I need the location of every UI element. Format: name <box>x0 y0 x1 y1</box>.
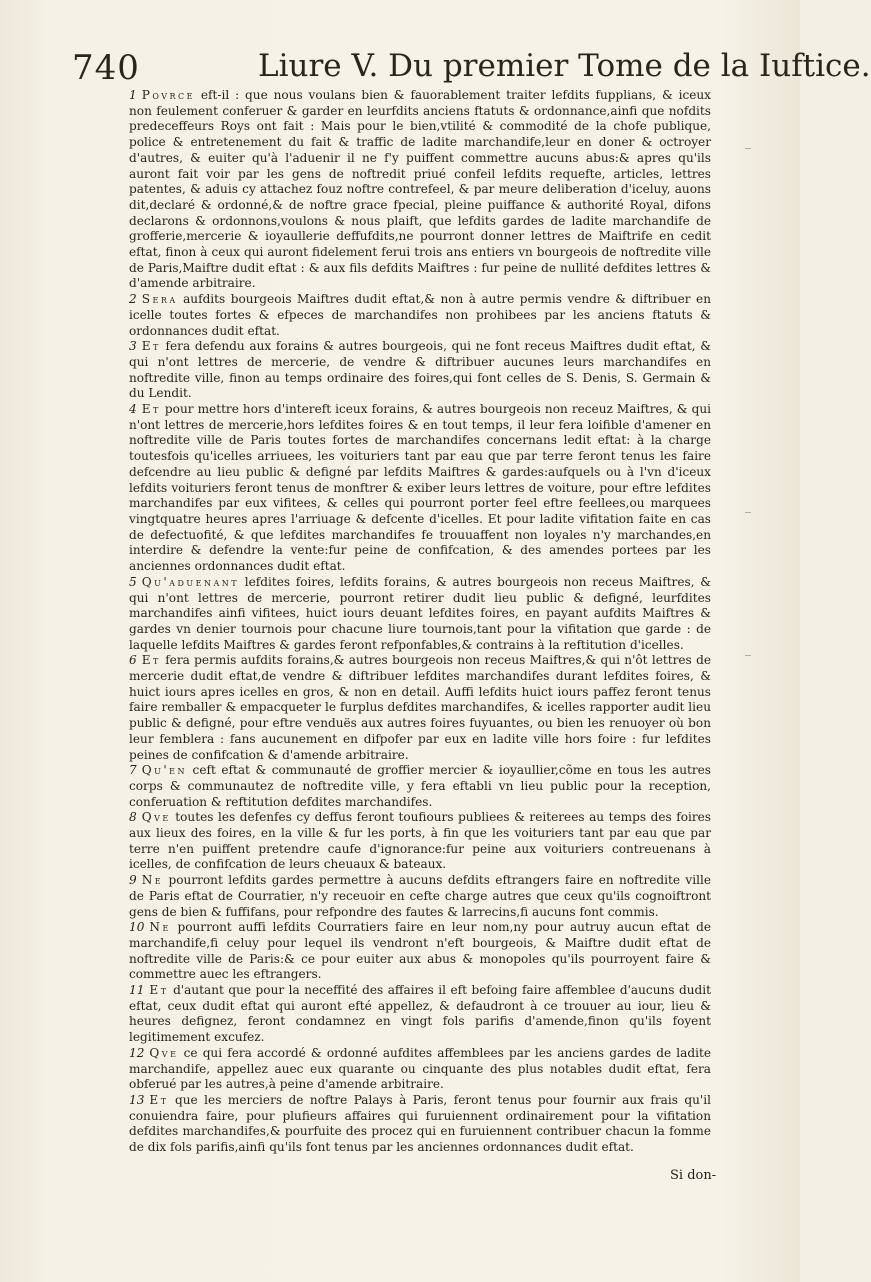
article-paragraph <box>129 292 711 339</box>
article-text: pour mettre hors d'intereft iceux forains, & autres bourgeois non receuz Maiftres, & qui n'ont lettres de mercerie,hors lefdites foires & en tout temps, il leur fera loifible d'amener en noftredite ville de Paris toutes fortes de marchandifes concernans ledit eftat: à la charge toutesfois qu'icelles arriuees, les voituriers tant par eau que par terre feront tenus les faire defcendre au lieu public & defigné par lefdits Maiftres & gardes:aufquels ou à l'vn d'iceux lefdits voituriers feront tenus de monftrer & exiber leurs lettres de voiture, pour eftre lefdites marchandifes par eux vifitees, & celles qui pourront porter feel eftre feellees,ou marquees vingtquatre heures apres l'arriuage & defcente d'icelles. Et pour ladite vifitation faite en cas de defectuofité, & que lefdites marchandifes fe trouuaffent non loyales n'y marchandes,en interdire & defendre la vente:fur peine de confifcation, & des amendes portees par les anciennes ordonnances dudit eftat. <box>129 402 711 574</box>
article-lead-word: Qve <box>141 810 171 825</box>
article-paragraph <box>129 810 711 873</box>
article-text: lefdites foires, lefdits forains, & autres bourgeois non receus Maiftres, & qui n'ont lettres de mercerie, pourront retirer dudit lieu public & defigné, leurfdites marchandifes ainfi vifitees, huict iours deuant lefdites foires, en payant aufdits Maiftres & gardes vn denier tournois pour chacune liure tournois,tant pour la vifitation que garde : de laquelle lefdits Maiftres & gardes feront refponfables,& contrains à la reftitution d'icelles. <box>129 574 711 652</box>
article-lead-word: Ne <box>149 920 171 935</box>
article-text: fera permis aufdits forains,& autres bourgeois non receus Maiftres,& qui n'ôt lettres de mercerie dudit eftat,de vendre & diftribuer lefdites marchandifes durant lefdites foires, & huict iours apres icelles en gros, & non en detail. Auffi lefdits huict iours paffez feront tenus faire remballer & empacqueter le furplus defdites marchandifes, & icelles rapporter audit lieu public & defigné, pour eftre venduës aux autres foires fuyuantes, ou bien les renuoyer où bon leur femblera : fans aucunement en difpofer par eux en ladite ville hors foire : fur lefdites peines de confifcation & d'amende arbitraire. <box>129 653 711 762</box>
article-paragraph <box>129 402 711 575</box>
article-text: d'autant que pour la neceffité des affaires il eft befoing faire affemblee d'aucuns dudit eftat, ceux dudit eftat qui auront efté appellez, & defaudront à ce trouuer au iour, lieu & heures defignez, feront condamnez en vingt fols parifis d'amende,finon qu'ils foyent legitimement excufez. <box>129 983 711 1045</box>
article-paragraph <box>129 575 711 654</box>
article-number: 11 <box>129 983 145 998</box>
article-number: 3 <box>129 339 137 354</box>
margin-mark <box>745 655 751 656</box>
margin-mark <box>745 148 751 149</box>
article-number: 6 <box>129 653 137 668</box>
article-lead-word: Sera <box>141 292 178 307</box>
article-number: 10 <box>129 920 145 935</box>
body-text <box>129 88 711 1156</box>
article-number: 1 <box>129 88 137 102</box>
article-number: 12 <box>129 1045 145 1060</box>
page-number: 740 <box>72 48 140 88</box>
article-paragraph <box>129 763 711 810</box>
article-text: pourront lefdits gardes permettre à aucuns defdits eftrangers faire en noftredite ville de Paris eftat de Courratier, n'y receuoir en cefte charge autres que ceux qu'ils cognoiftront gens de bien & fuffifans, pour refpondre des fautes & larrecins,fi aucuns font commis. <box>129 873 711 919</box>
article-number: 8 <box>129 810 137 825</box>
article-paragraph <box>129 653 711 763</box>
article-number: 5 <box>129 574 137 589</box>
article-paragraph <box>129 339 711 402</box>
article-paragraph <box>129 88 711 292</box>
article-text: eft-il : que nous voulans bien & fauorablement traiter lefdits fupplians, & iceux non feulement conferuer & garder en leurfdits anciens ftatuts & ordonnance,ainfi que nofdits predeceffeurs Roys ont fait : Mais pour le bien,vtilité & commodité de la chofe publique, police & entretenement du fait & traffic de ladite marchandife,leur en doner & octroyer d'autres, & euiter qu'à l'aduenir il ne f'y puiffent commettre aucuns abus:& apres qu'ils auront fait voir par les gens de noftredit priué confeil lefdits requefte, articles, lettres patentes, & aduis cy attachez fouz noftre contrefeel, & par meure deliberation d'iceluy, auons dit,declaré & ordonné,& de noftre grace fpecial, pleine puiffance & authorité Royal, difons declarons & ordonnons,voulons & nous plaift, que lefdits gardes de ladite marchandife de grofferie,mercerie & ioyaullerie deffufdits,ne pourront donner lettres de Maiftrife en cedit eftat, finon à ceux qui auront fidelement ferui trois ans entiers vn bourgeois de noftredite ville de Paris,Maiftre dudit eftat : & aux fils defdits Maiftres : fur peine de nullité defdites lettres & d'amende arbitraire. <box>129 88 711 291</box>
article-text: aufdits bourgeois Maiftres dudit eftat,& non à autre permis vendre & diftribuer en icelle toutes fortes & efpeces de marchandifes non prohibees par les anciens ftatuts & ordonnances dudit eftat. <box>129 292 711 338</box>
article-text: fera defendu aux forains & autres bourgeois, qui ne font receus Maiftres dudit eftat, & qui n'ont lettres de mercerie, de vendre & diftribuer aucunes leurs marchandifes en noftredite ville, finon au temps ordinaire des foires,qui font celles de S. Denis, S. Germain & du Lendit. <box>129 339 711 401</box>
article-text: ce qui fera accordé & ordonné aufdites affemblees par les anciens gardes de ladite marchandife, appellez auec eux quarante ou cinquante des plus notables dudit eftat, fera obferué par les autres,à peine d'amende arbitraire. <box>129 1045 711 1092</box>
article-lead-word: Et <box>149 1093 169 1107</box>
article-paragraph <box>129 983 711 1046</box>
margin-mark <box>745 512 751 513</box>
article-paragraph <box>129 1093 711 1156</box>
article-lead-word: Povrce <box>141 88 196 102</box>
article-number: 2 <box>129 292 137 307</box>
article-text: ceft eftat & communauté de groffier mercier & ioyaullier,cõme en tous les autres corps & communautez de noftredite ville, y fera eftabli vn lieu public pour la reception, conferuation & reftitution defdites marchandifes. <box>129 763 711 809</box>
article-lead-word: Et <box>141 653 161 668</box>
article-number: 7 <box>129 763 137 778</box>
article-lead-word: Ne <box>141 873 164 888</box>
article-paragraph <box>129 920 711 983</box>
article-text: toutes les defenfes cy deffus feront toufiours publiees & reiterees au temps des foires aux lieux des foires, en la ville & fur les ports, à fin que les voituriers tant par eau que par terre n'en puiffent pretendre caufe d'ignorance:fur peine aux voituriers contreuenans à icelles, de confifcation de leurs cheuaux & bateaux. <box>129 810 711 872</box>
article-paragraph <box>129 1046 711 1093</box>
page-header <box>62 44 871 90</box>
article-number: 4 <box>129 402 137 417</box>
article-lead-word: Et <box>141 402 161 417</box>
article-lead-word: Qu'aduenant <box>141 574 240 589</box>
article-number: 13 <box>129 1093 145 1107</box>
article-lead-word: Qve <box>149 1045 179 1060</box>
article-number: 9 <box>129 873 137 888</box>
article-lead-word: Qu'en <box>141 763 188 778</box>
running-title: Liure V. Du premier Tome de la Iuftice. <box>258 48 871 84</box>
article-lead-word: Et <box>141 339 161 354</box>
catchword: Si don- <box>670 1168 717 1183</box>
article-text: que les merciers de noftre Palays à Paris, feront tenus pour fournir aux frais qu'il conuiendra faire, pour plufieurs affaires qui furuiennent ordinairement pour la vifitation defdites marchandifes,& pourfuite des procez qui en furuiennent contribuer chacun la fomme de dix fols parifis,ainfi qu'ils font tenus par les anciennes ordonnances dudit eftat. <box>129 1093 711 1155</box>
article-paragraph <box>129 873 711 920</box>
article-lead-word: Et <box>149 983 169 998</box>
article-text: pourront auffi lefdits Courratiers faire en leur nom,ny pour autruy aucun eftat de marchandife,fi celuy pour lequel ils vendront n'eft bourgeois, & Maiftre dudit eftat de noftredite ville de Paris:& ce pour euiter aux abus & monopoles qu'ils pourroyent faire & commettre auec les eftrangers. <box>129 920 711 982</box>
